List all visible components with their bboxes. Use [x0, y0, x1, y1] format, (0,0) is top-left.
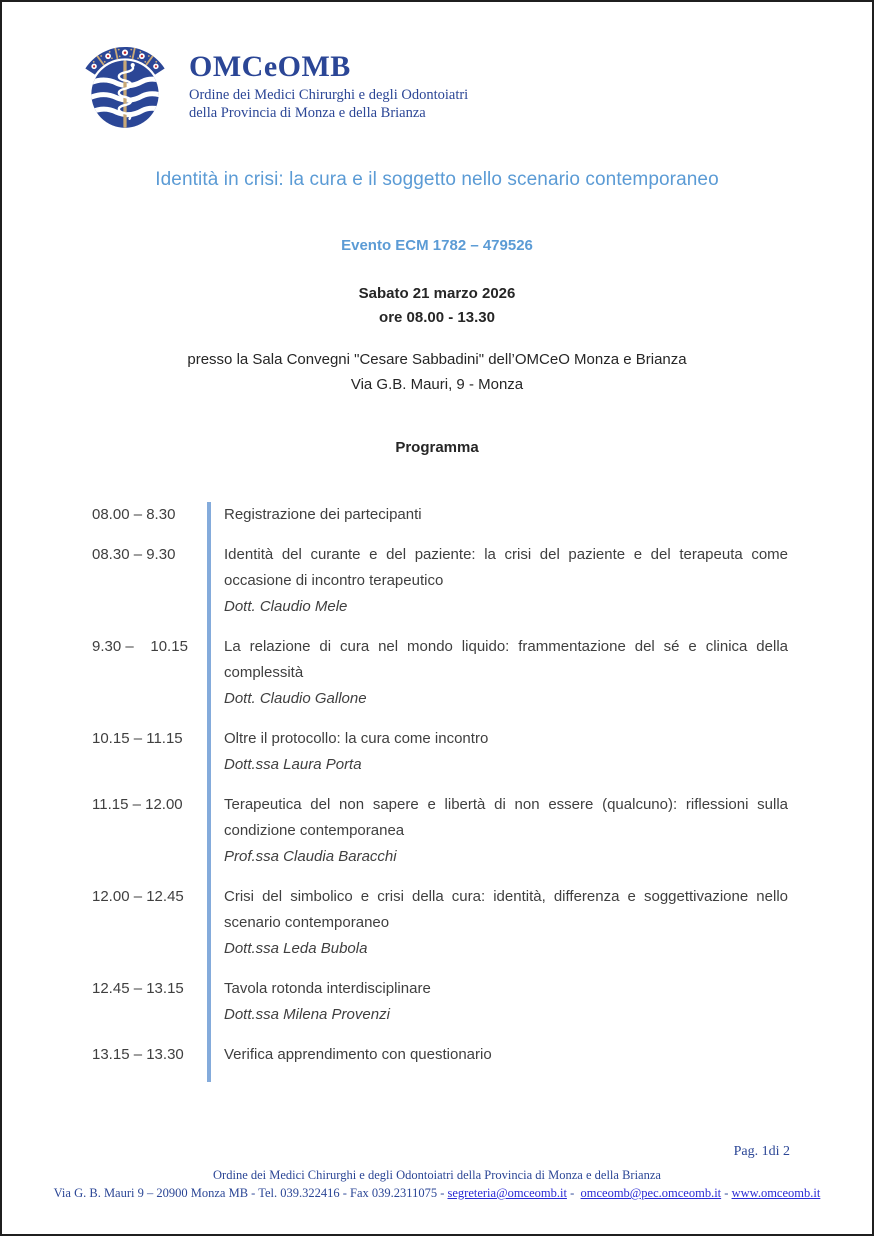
session-row: [207, 976, 788, 1042]
header: [75, 35, 872, 137]
page-number: Pag. 1di 2: [733, 1144, 790, 1159]
session-row: [207, 542, 788, 634]
event-venue: [2, 347, 872, 397]
session-title: Oltre il protocollo: la cura come incontro: [224, 730, 489, 747]
session-title: La relazione di cura nel mondo liquido: frammentazione del sé e clinica della complessità: [224, 638, 788, 681]
venue-line1: presso la Sala Convegni "Cesare Sabbadini" dell’OMCeO Monza e Brianza: [187, 351, 687, 368]
org-subtitle-line1: Ordine dei Medici Chirurghi e degli Odontoiatri: [189, 86, 469, 103]
session-row: [207, 634, 788, 726]
program-schedule: [92, 502, 788, 1082]
session-time: 08.00 – 8.30: [92, 506, 176, 523]
session-title: Tavola rotonda interdisciplinare: [224, 980, 431, 997]
session-title: Registrazione dei partecipanti: [224, 506, 422, 523]
event-hours: ore 08.00 - 13.30: [379, 309, 495, 326]
session-speaker: Prof.ssa Claudia Baracchi: [224, 848, 397, 865]
logo-text-block: [189, 51, 468, 123]
session-row: [207, 502, 788, 542]
session-title: Crisi del simbolico e crisi della cura: identità, differenza e soggettivazione nello scenario contemporaneo: [224, 888, 788, 931]
session-title: Identità del curante e del paziente: la crisi del paziente e del terapeuta come occasione di incontro terapeutico: [224, 546, 788, 589]
session-time: 11.15 – 12.00: [92, 796, 183, 813]
event-datetime: [2, 282, 872, 330]
session-time: 12.00 – 12.45: [92, 888, 184, 905]
event-title: Identità in crisi: la cura e il soggetto nello scenario contemporaneo: [155, 169, 719, 190]
session-title: Verifica apprendimento con questionario: [224, 1046, 492, 1063]
session-speaker: Dott.ssa Leda Bubola: [224, 940, 368, 957]
org-acronym: OMCeOMB: [189, 50, 351, 83]
footer-contact-line: [2, 1184, 872, 1202]
footer-org-line: Ordine dei Medici Chirurghi e degli Odontoiatri della Provincia di Monza e della Brianza: [213, 1168, 661, 1182]
session-row: [207, 1042, 788, 1082]
org-subtitle-line2: della Provincia di Monza e della Brianza: [189, 105, 426, 122]
footer-pec-link[interactable]: omceomb@pec.omceomb.it: [580, 1186, 722, 1200]
footer-separator: -: [566, 1186, 581, 1200]
session-speaker: Dott. Claudio Gallone: [224, 690, 367, 707]
session-title: Terapeutica del non sapere e libertà di non essere (qualcuno): riflessioni sulla condizione contemporanea: [224, 796, 788, 839]
footer-website-link[interactable]: www.omceomb.it: [731, 1186, 821, 1200]
event-date: Sabato 21 marzo 2026: [358, 285, 516, 302]
session-time: 10.15 – 11.15: [92, 730, 183, 747]
session-row: [207, 726, 788, 792]
org-subtitle: [189, 86, 468, 123]
footer-address: Via G. B. Mauri 9 – 20900 Monza MB - Tel. 039.322416 - Fax 039.2311075 -: [53, 1186, 448, 1200]
session-row: [207, 884, 788, 976]
ecm-code: Evento ECM 1782 – 479526: [341, 237, 533, 254]
venue-line2: Via G.B. Mauri, 9 - Monza: [350, 376, 524, 393]
omceomb-logo-icon: [75, 35, 175, 137]
session-speaker: Dott. Claudio Mele: [224, 598, 348, 615]
session-row: [207, 792, 788, 884]
session-time: 08.30 – 9.30: [92, 546, 176, 563]
footer-email-link[interactable]: segreteria@omceomb.it: [447, 1186, 567, 1200]
session-time: 12.45 – 13.15: [92, 980, 184, 997]
footer-separator: -: [721, 1186, 732, 1200]
session-speaker: Dott.ssa Laura Porta: [224, 756, 362, 773]
session-time: 9.30 – 10.15: [92, 638, 188, 655]
session-speaker: Dott.ssa Milena Provenzi: [224, 1006, 390, 1023]
session-time: 13.15 – 13.30: [92, 1046, 184, 1063]
program-heading: Programma: [395, 439, 479, 456]
footer: [2, 1166, 872, 1202]
